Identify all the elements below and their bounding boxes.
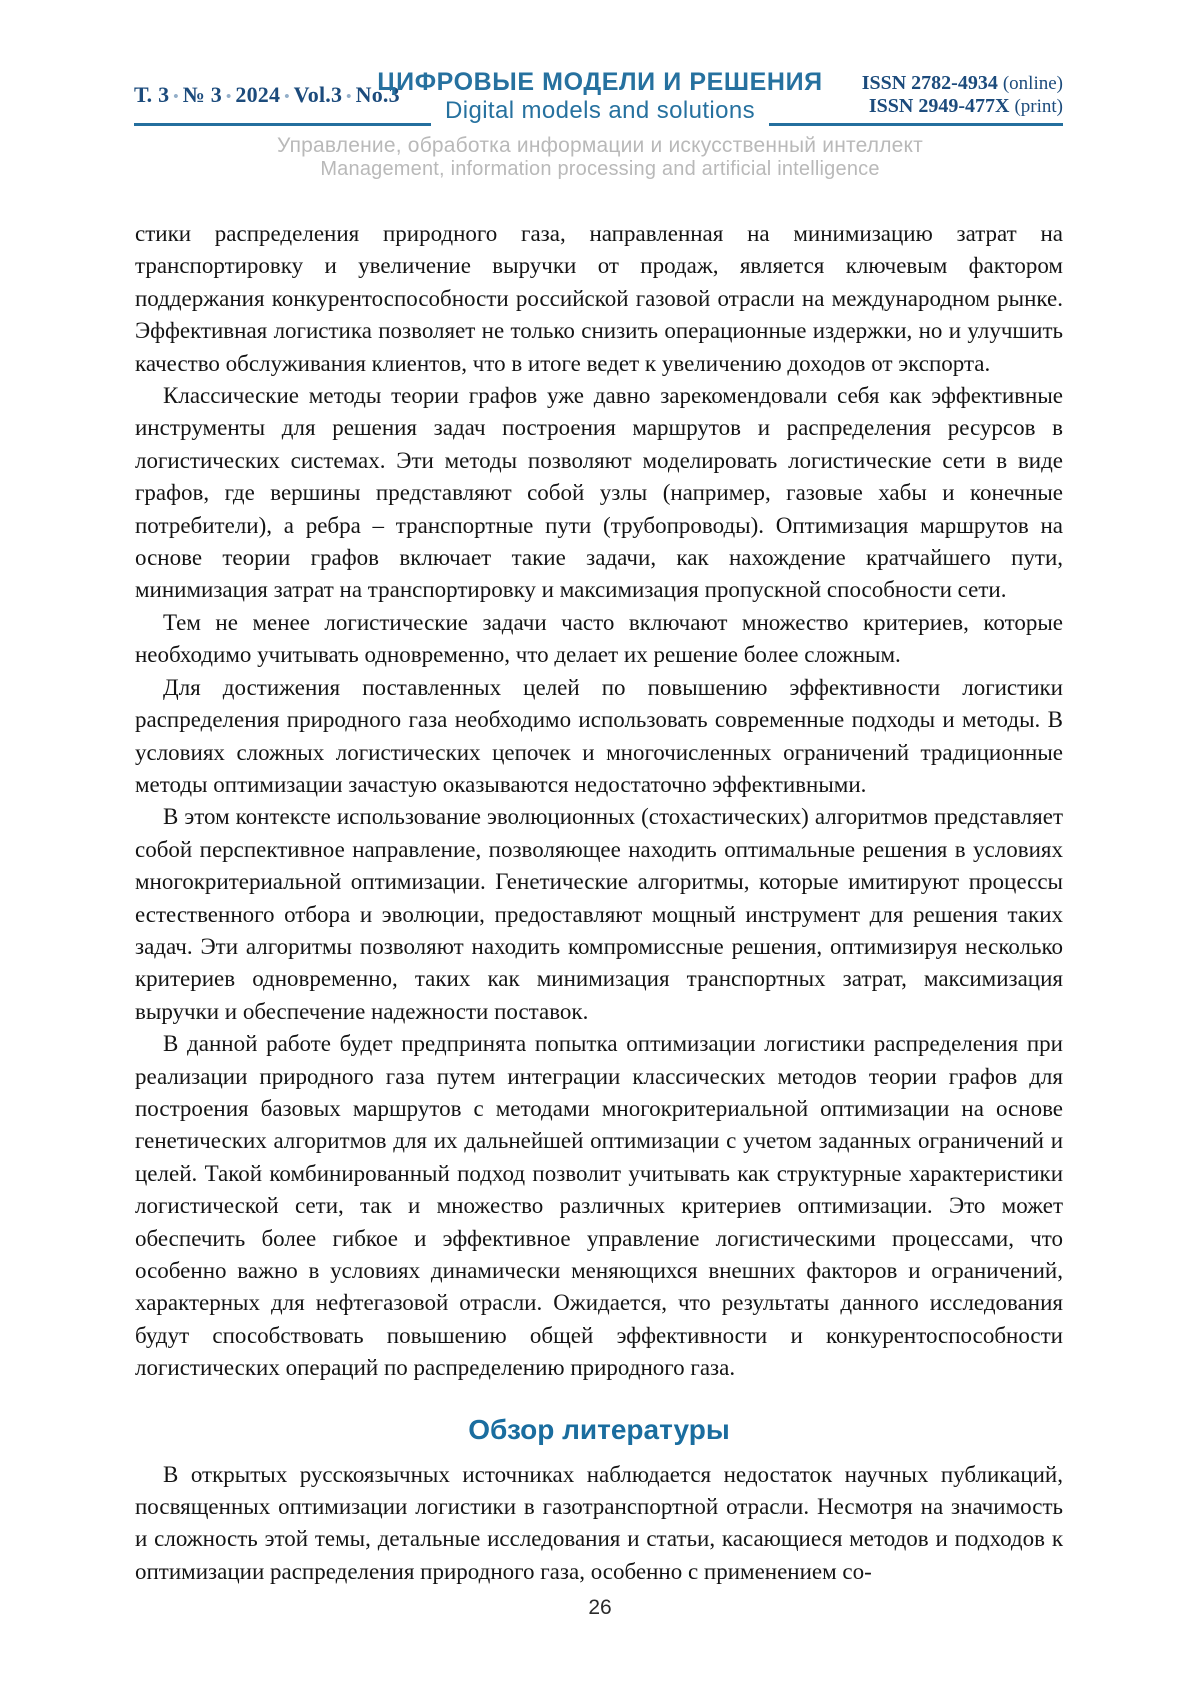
paragraph: стики распределения природного газа, направленная на минимизацию затрат на транспортировку и увеличение выручки от продаж, является ключевым фактором поддержания конкурентоспособности российской газовой отрасли на международном рынке. Эффективная логистика позволяет не только снизить операционные издержки, но и улучшить качество обслуживания клиентов, что в итоге ведет к увеличению доходов от экспорта. (135, 221, 1063, 376)
separator-dot: • (173, 89, 179, 105)
intro-paragraphs (135, 218, 1063, 1385)
journal-section-ru: Управление, обработка информации и искусственный интеллект (277, 134, 923, 157)
separator-dot: • (346, 89, 352, 105)
paragraph: В открытых русскоязычных источниках наблюдается недостаток научных публикаций, посвященных оптимизации логистики в газотранспортной отрасли. Несмотря на значимость и сложность этой темы, детальные исследования и статьи, касающиеся методов и подходов к оптимизации распределения природного газа, особенно с применением со- (135, 1461, 1063, 1584)
page-number: 26 (588, 1596, 612, 1619)
volume-info-part: Vol.3 (293, 82, 343, 107)
journal-title-en: Digital models and solutions (431, 96, 769, 126)
journal-section-strip (0, 134, 1200, 181)
paragraph: В этом контексте использование эволюционных (стохастических) алгоритмов представляет собой перспективное направление, позволяющее находить оптимальные решения в условиях многокритериальной оптимизации. Генетические алгоритмы, которые имитируют процессы естественного отбора и эволюции, предоставляют мощный инструмент для решения таких задач. Эти алгоритмы позволяют находить компромиссные решения, оптимизируя несколько критериев одновременно, таких как минимизация транспортных затрат, максимизация выручки и обеспечение надежности поставок. (135, 804, 1063, 1024)
issn-online-line (862, 72, 1063, 95)
issn-print-label: (print) (1014, 96, 1063, 117)
separator-dot: • (225, 89, 232, 105)
separator-dot: • (284, 89, 290, 105)
journal-title-ru: ЦИФРОВЫЕ МОДЕЛИ И РЕШЕНИЯ (377, 68, 823, 96)
section-heading: Обзор литературы (468, 1413, 730, 1445)
issn-block (862, 72, 1063, 118)
volume-info-part: Т. 3 (134, 82, 170, 107)
article-body (135, 218, 1063, 1588)
paragraph: Тем не менее логистические задачи часто включают множество критериев, которые необходимо учитывать одновременно, что делает их решение более сложным. (135, 609, 1063, 668)
volume-info-part: 2024 (235, 82, 281, 107)
journal-section-en: Management, information processing and artificial intelligence (320, 158, 880, 180)
paragraph: Классические методы теории графов уже давно зарекомендовали себя как эффективные инструменты для решения задач построения маршрутов и распределения ресурсов в логистических системах. Эти методы позволяют моделировать логистические сети в виде графов, где вершины представляют собой узлы (например, газовые хабы и конечные потребители), а ребра – транспортные пути (трубопроводы). Оптимизация маршрутов на основе теории графов включает такие задачи, как нахождение кратчайшего пути, минимизация затрат на транспортировку и максимизация пропускной способности сети. (135, 383, 1063, 603)
issn-print-number: ISSN 2949-477X (868, 95, 1010, 117)
volume-info-part: No.3 (355, 82, 400, 107)
paragraph: В данной работе будет предпринята попытка оптимизации логистики распределения при реализации природного газа путем интеграции классических методов теории графов для построения базовых маршрутов с методами многокритериальной оптимизации на основе генетических алгоритмов для их дальнейшей оптимизации с учетом заданных ограничений и целей. Такой комбинированный подход позволит учитывать как структурные характеристики логистической сети, так и множество различных критериев оптимизации. Это может обеспечить более гибкое и эффективное управление логистическими процессами, что особенно важно в условиях динамически меняющихся внешних факторов и ограничений, характерных для нефтегазовой отрасли. Ожидается, что результаты данного исследования будут способствовать повышению общей эффективности и конкурентоспособности логистических операций по распределению природного газа. (135, 1031, 1063, 1381)
issn-online-label: (online) (1002, 73, 1063, 94)
issn-online-number: ISSN 2782-4934 (861, 72, 998, 94)
paragraph: Для достижения поставленных целей по повышению эффективности логистики распределения природного газа необходимо использовать современные подходы и методы. В условиях сложных логистических цепочек и многочисленных ограничений традиционные методы оптимизации зачастую оказываются недостаточно эффективными. (135, 674, 1063, 797)
issn-print-line (862, 95, 1063, 118)
volume-info-part: № 3 (182, 82, 222, 107)
literature-paragraphs (135, 1459, 1063, 1589)
